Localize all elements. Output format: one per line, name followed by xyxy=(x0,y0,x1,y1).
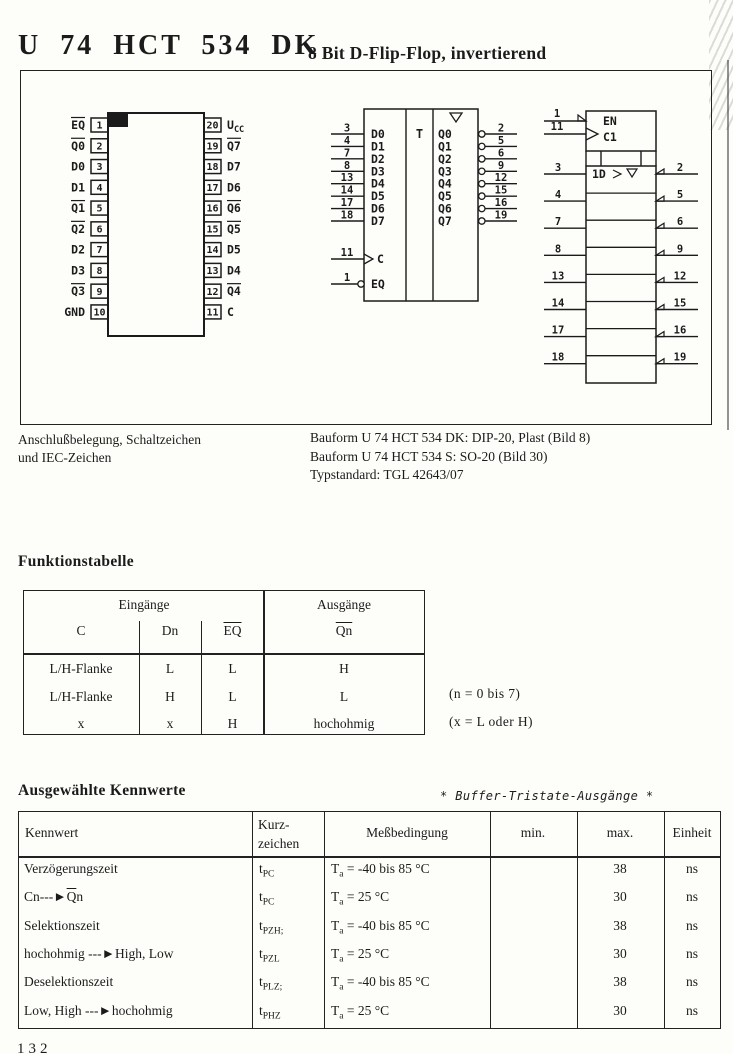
pin-number: 4 xyxy=(554,189,562,202)
pin-number: 16 xyxy=(494,197,508,210)
pin-number: 1 xyxy=(96,120,103,132)
pin-number: 18 xyxy=(340,209,354,222)
inversion-bubble xyxy=(479,156,485,162)
kennwert-text: Selektionszeit xyxy=(24,917,100,933)
page-number: 132 xyxy=(17,1041,52,1054)
table-rule-vertical xyxy=(139,621,140,734)
pin-number: 15 xyxy=(494,184,508,197)
pin-label: Q6 xyxy=(227,201,241,216)
table-cell: L xyxy=(228,688,237,704)
logic-symbol-diagram xyxy=(331,109,517,301)
table-rule-vertical xyxy=(252,812,253,1028)
pin-number: 4 xyxy=(343,134,351,147)
pin-number: 17 xyxy=(340,197,354,210)
max-cell: 38 xyxy=(613,917,627,933)
pin-number: 14 xyxy=(340,184,354,197)
clock-wedge-icon xyxy=(586,128,598,140)
condition-subscript: a xyxy=(339,926,344,937)
group-header-inputs: Eingänge xyxy=(118,597,170,612)
inversion-bubble xyxy=(479,218,485,224)
max-cell: 38 xyxy=(613,861,627,876)
pin-number: 8 xyxy=(96,265,103,277)
pin-number: 8 xyxy=(343,159,351,172)
input-label: D4 xyxy=(371,176,385,191)
pin-number: 6 xyxy=(497,147,505,160)
pin-label: GND xyxy=(64,304,85,319)
symbol-subscript: PLZ; xyxy=(262,982,283,993)
kennwert-text: $\overline{Q}$ xyxy=(66,889,77,905)
kennwert-text: Deselektionszeit xyxy=(24,974,114,990)
table-cell: x xyxy=(77,716,85,731)
enable-label: EQ xyxy=(371,277,385,291)
pin-number: 1 xyxy=(553,108,561,120)
polarity-triangle-icon xyxy=(656,169,664,174)
pin-label: D1 xyxy=(71,180,85,195)
funktionstabelle-table xyxy=(23,590,425,735)
table-cell: L xyxy=(339,688,349,704)
kennwert-cell xyxy=(24,889,83,905)
dip-pinout-diagram xyxy=(64,113,244,336)
pin-number: 13 xyxy=(206,265,219,277)
column-header-line: Kurz- xyxy=(258,817,290,832)
pin-number: 19 xyxy=(206,141,219,153)
table-cell: x xyxy=(166,716,174,731)
symbol-subscript: PC xyxy=(262,897,275,908)
input-label: D1 xyxy=(371,139,385,154)
pin-number: 4 xyxy=(96,182,103,194)
caption-line: Typstandard: TGL 42643/07 xyxy=(310,467,464,482)
pin-label: D7 xyxy=(227,159,241,174)
pin-number: 6 xyxy=(676,216,684,229)
scan-artifact-edge xyxy=(727,60,729,430)
funktionstabelle-heading: Funktionstabelle xyxy=(18,553,134,570)
kennwert-text: n xyxy=(76,889,84,905)
note-n-range: (n = 0 bis 7) xyxy=(449,686,521,701)
table-cell: H xyxy=(227,716,238,731)
pin1-marker xyxy=(109,114,128,127)
condition-cell: $T_a = -40$ bis 85 °C xyxy=(331,974,430,993)
output-label: Q4 xyxy=(438,176,452,191)
kennwert-cell xyxy=(24,946,173,962)
inversion-bubble xyxy=(479,143,485,149)
max-cell: 30 xyxy=(613,889,627,905)
pin-number: 17 xyxy=(551,324,565,337)
pin-number: 9 xyxy=(96,286,103,298)
condition-cell: $T_a = 25$ °C xyxy=(331,945,390,965)
pin-number: 14 xyxy=(551,297,565,310)
pin-number: 13 xyxy=(551,270,565,283)
pin-number: 9 xyxy=(497,159,505,172)
figure-caption-left xyxy=(18,431,201,467)
symbol-subscript: PC xyxy=(262,869,275,880)
d-input-label: 1D xyxy=(592,167,606,181)
pin-number: 8 xyxy=(554,243,562,256)
einheit-cell: ns xyxy=(685,1002,699,1018)
pin-label: D3 xyxy=(71,263,85,278)
polarity-triangle-icon xyxy=(656,196,664,201)
inversion-bubble xyxy=(479,168,485,174)
table-rule-vertical xyxy=(490,812,491,1028)
polarity-triangle-icon xyxy=(656,332,664,337)
column-header: max. xyxy=(606,825,634,840)
pin-label: D4 xyxy=(227,263,241,278)
pin-number: 16 xyxy=(673,324,687,337)
pin-label: D2 xyxy=(71,242,85,257)
table-cell: H xyxy=(339,661,349,676)
kennwert-cell xyxy=(24,1003,173,1019)
polarity-triangle-icon xyxy=(656,359,664,364)
symbol-cell: $t_{PZL}$ xyxy=(259,945,280,965)
inversion-bubble xyxy=(479,193,485,199)
table-cell: hochohmig xyxy=(313,716,375,731)
column-header xyxy=(162,623,179,639)
column-header xyxy=(76,623,85,639)
pin-number: 1 xyxy=(343,272,351,284)
column-header-label: $\overline{EQ}$ xyxy=(223,623,242,638)
max-cell: 30 xyxy=(613,945,627,961)
input-label: D5 xyxy=(371,189,385,204)
condition-subscript: a xyxy=(339,869,344,880)
pin-number: 3 xyxy=(96,162,103,174)
pin-number: 9 xyxy=(676,243,684,256)
pin-label: EQ xyxy=(71,118,85,132)
pin-label: D5 xyxy=(227,242,241,257)
condition-subscript: a xyxy=(339,1011,344,1021)
pin-number: 18 xyxy=(206,162,219,174)
pin-number: 13 xyxy=(340,172,354,185)
pin-label: D6 xyxy=(227,180,241,195)
condition-cell: $T_a = 25$ °C xyxy=(331,1002,390,1021)
caption-line: Bauform U 74 HCT 534 S: SO-20 (Bild 30) xyxy=(310,448,548,464)
input-label: D0 xyxy=(371,127,385,141)
kennwerte-heading: Ausgewählte Kennwerte xyxy=(18,782,186,799)
polarity-triangle-icon xyxy=(656,277,664,282)
page-title: U 74 HCT 534 DK xyxy=(18,30,320,61)
column-header: Kennwert xyxy=(25,825,79,840)
inversion-bubble xyxy=(479,131,485,137)
kennwert-text: hochohmig ---►High, Low xyxy=(24,945,174,961)
pin-number: 12 xyxy=(206,286,219,298)
einheit-cell: ns xyxy=(685,945,699,961)
output-label: Q3 xyxy=(438,164,452,179)
symbol-cell: $t_{PHZ}$ xyxy=(259,1002,281,1021)
pin-number: 16 xyxy=(206,203,219,215)
polarity-triangle-icon xyxy=(656,305,664,310)
scan-artifact-corner xyxy=(709,0,733,130)
pin-number: 15 xyxy=(206,224,219,236)
condition-subscript: a xyxy=(339,897,344,908)
pin-number: 7 xyxy=(343,147,351,160)
figure-diagrams xyxy=(21,71,711,424)
control-block xyxy=(586,111,656,151)
polarity-triangle-icon xyxy=(578,115,586,121)
kennwert-cell xyxy=(24,974,113,990)
symbol-cell: $t_{PLZ;}$ xyxy=(259,974,283,993)
kennwert-text: Cn---► xyxy=(24,889,67,905)
figure-box xyxy=(20,70,712,425)
pin-label: Q7 xyxy=(227,138,241,153)
pin-number: 18 xyxy=(551,351,565,364)
pin-label: $U_{CC}$ xyxy=(227,118,245,135)
pin-number: 7 xyxy=(96,245,103,257)
caption-line: und IEC-Zeichen xyxy=(18,450,112,465)
column-header-label: Dn xyxy=(161,623,179,638)
dynamic-triangle-icon xyxy=(613,170,621,178)
table-rule-vertical xyxy=(201,621,202,734)
output-label: Q5 xyxy=(438,189,452,204)
input-label: D3 xyxy=(371,164,385,179)
output-label: Q6 xyxy=(438,201,452,216)
max-cell: 38 xyxy=(613,974,627,990)
condition-cell: $T_a = -40$ bis 85 °C xyxy=(331,917,430,937)
column-header: Einheit xyxy=(672,825,712,840)
symbol-cell: $t_{PZH;}$ xyxy=(259,917,284,937)
column-header xyxy=(224,623,242,639)
pin-label: Q0 xyxy=(71,138,85,153)
inversion-bubble xyxy=(479,205,485,211)
kennwert-text: Low, High ---►hochohmig xyxy=(24,1002,173,1018)
figure-caption-right xyxy=(310,429,590,485)
output-label: Q0 xyxy=(438,127,452,141)
column-header xyxy=(258,815,299,853)
pin-number: 19 xyxy=(673,351,687,364)
symbol-subscript: PHZ xyxy=(262,1011,281,1021)
condition-cell: $T_a = -40$ bis 85 °C xyxy=(331,861,430,880)
inversion-bubble xyxy=(479,181,485,187)
einheit-cell: ns xyxy=(685,917,699,933)
tristate-nabla-icon xyxy=(450,113,462,122)
condition-cell: $T_a = 25$ °C xyxy=(331,889,390,908)
symbol-subscript: PZL xyxy=(262,954,280,965)
pin-number: 20 xyxy=(206,120,219,132)
table-rule-vertical xyxy=(263,591,265,734)
page-subtitle: 8 Bit D-Flip-Flop, invertierend xyxy=(308,43,547,63)
clock-label: C xyxy=(377,252,384,266)
c1-label: C1 xyxy=(603,130,617,144)
pin-number: 3 xyxy=(554,162,562,174)
table-rule-horizontal xyxy=(19,856,720,858)
input-label: D7 xyxy=(371,214,385,229)
pin-label: Q4 xyxy=(227,284,241,299)
input-label: D2 xyxy=(371,151,385,166)
caption-line: Bauform U 74 HCT 534 DK: DIP-20, Plast (Bild 8) xyxy=(310,430,591,445)
column-header-label: $\overline{Qn}$ xyxy=(335,623,353,638)
einheit-cell: ns xyxy=(685,974,699,990)
kennwert-cell xyxy=(24,918,100,934)
output-label: Q7 xyxy=(438,214,452,229)
pin-number: 11 xyxy=(550,121,564,133)
column-header: min. xyxy=(520,825,546,840)
pin-number: 2 xyxy=(96,141,103,153)
column-header-line: zeichen xyxy=(258,836,300,851)
pin-number: 6 xyxy=(96,224,103,236)
table-rule-horizontal xyxy=(24,653,424,655)
note-x-values: (x = L oder H) xyxy=(449,714,533,729)
caption-line: Anschlußbelegung, Schaltzeichen xyxy=(18,432,201,447)
pin-label: C xyxy=(227,304,234,319)
pin-number: 17 xyxy=(206,182,219,194)
kennwert-text: Verzögerungszeit xyxy=(24,861,118,876)
iec-symbol-diagram xyxy=(544,108,698,383)
kennwert-cell xyxy=(24,861,118,877)
symbol-cell: $t_{PC}$ xyxy=(259,861,275,880)
table-cell: L/H-Flanke xyxy=(49,661,113,676)
pin-number: 2 xyxy=(497,122,505,135)
max-cell: 30 xyxy=(613,1002,627,1018)
table-rule-vertical xyxy=(324,812,325,1028)
pin-label: D0 xyxy=(71,159,85,174)
pin-label: Q2 xyxy=(71,221,85,236)
pin-label: Q5 xyxy=(227,221,241,236)
pin-number: 15 xyxy=(673,297,687,310)
polarity-triangle-icon xyxy=(656,250,664,255)
dip-body xyxy=(108,113,204,336)
condition-subscript: a xyxy=(339,982,344,993)
pin-number: 14 xyxy=(206,245,219,257)
table-cell: L/H-Flanke xyxy=(49,688,113,704)
column-header: Meßbedingung xyxy=(366,825,448,840)
pin-number: 12 xyxy=(494,172,508,185)
pin-number: 11 xyxy=(206,307,219,319)
pin-number: 19 xyxy=(494,209,508,222)
column-header-label: C xyxy=(76,623,86,638)
t-label: T xyxy=(415,127,424,141)
group-header-outputs: Ausgänge xyxy=(317,597,371,612)
column-header xyxy=(336,623,353,639)
table-cell: L xyxy=(165,661,175,676)
pin-number: 3 xyxy=(343,122,351,135)
table-rule-vertical xyxy=(664,812,665,1028)
table-cell: L xyxy=(228,661,237,676)
table-cell: H xyxy=(165,688,175,704)
pin-number: 5 xyxy=(497,134,505,147)
kennwerte-table xyxy=(18,811,721,1029)
symbol-cell: $t_{PC}$ xyxy=(259,889,275,908)
symbol-subscript: PZH; xyxy=(262,926,284,937)
table-rule-vertical xyxy=(577,812,578,1028)
input-label: D6 xyxy=(371,201,385,216)
pin-number: 10 xyxy=(93,307,106,319)
pin-number: 5 xyxy=(676,189,684,202)
en-label: EN xyxy=(603,114,617,128)
pin-number: 11 xyxy=(340,247,354,259)
einheit-cell: ns xyxy=(685,889,699,905)
output-label: Q1 xyxy=(438,139,452,154)
buffer-tristate-note: * Buffer-Tristate-Ausgänge * xyxy=(440,789,654,803)
pin-number: 2 xyxy=(676,162,684,174)
inversion-bubble xyxy=(358,281,364,287)
polarity-triangle-icon xyxy=(656,223,664,228)
condition-subscript: a xyxy=(339,954,344,965)
tristate-nabla-icon xyxy=(627,169,637,177)
pin-number: 5 xyxy=(96,203,103,215)
pin-label: Q1 xyxy=(71,201,85,216)
pin-number: 7 xyxy=(554,216,562,229)
output-label: Q2 xyxy=(438,151,452,166)
pin-number: 12 xyxy=(673,270,687,283)
einheit-cell: ns xyxy=(685,861,699,876)
pin-label: Q3 xyxy=(71,284,85,299)
clock-wedge-icon xyxy=(364,254,373,264)
